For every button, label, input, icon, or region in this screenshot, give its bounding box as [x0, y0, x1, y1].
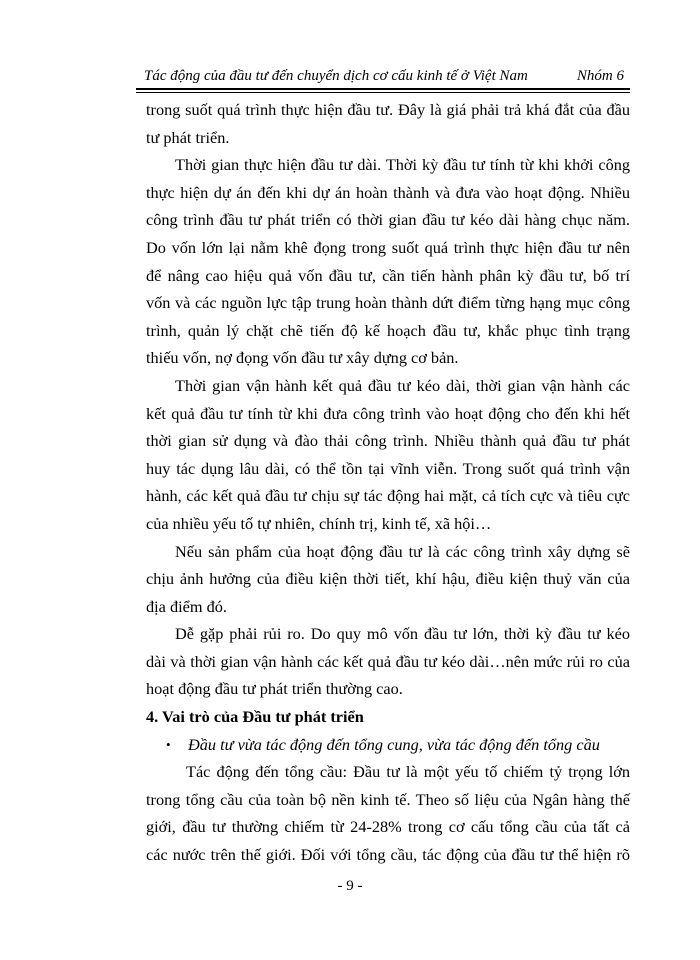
text-line: địa điểm đó. [146, 596, 227, 616]
text-line: giới, đầu tư thường chiếm từ 24-28% trong cơ cấu tổng cầu của tất cả [146, 817, 630, 837]
paragraph [146, 96, 630, 151]
text-line: trong suốt quá trình thực hiện đầu tư. Đây là giá phải trả khá đắt của đầu [146, 100, 630, 119]
text-line: để nâng cao hiệu quả vốn đầu tư, cần tiến hành phân kỳ đầu tư, bố trí [146, 265, 630, 285]
text-line: chịu ảnh hưởng của điều kiện thời tiết, khí hậu, điều kiện thuỷ văn của [146, 569, 630, 589]
text-line: Thời gian thực hiện đầu tư dài. Thời kỳ đầu tư tính từ khi khởi công [175, 155, 630, 175]
text-line: các nước trên thế giới. Đối với tổng cầu, tác động của đầu tư thể hiện rõ [146, 845, 630, 865]
text-line: hoạt động đầu tư phát triển thường cao. [146, 679, 403, 699]
text-line: Do vốn lớn lại nằm khê đọng trong suốt quá trình thực hiện đầu tư nên [146, 237, 630, 257]
paragraph [146, 758, 630, 868]
text-line: Thời gian vận hành kết quả đầu tư kéo dài, thời gian vận hành các [175, 375, 630, 395]
text-line: Nếu sản phẩm của hoạt động đầu tư là các công trình xây dựng sẽ [175, 541, 630, 561]
section-heading: 4. Vai trò của Đầu tư phát triển [146, 707, 364, 727]
text-line: dài và thời gian vận hành các kết quả đầu tư kéo dài…nên mức rủi ro của [146, 651, 630, 671]
header-group-label: Nhóm 6 [576, 68, 624, 84]
header-title: Tác động của đầu tư đến chuyển dịch cơ cấu kinh tế ở Việt Nam [144, 68, 528, 84]
text-line: Tác động đến tổng cầu: Đầu tư là một yếu tố chiếm tỷ trọng lớn [186, 762, 630, 782]
paragraph [146, 620, 630, 703]
page-number: - 9 - [337, 878, 363, 894]
paragraph [146, 151, 630, 372]
text-line: trong tổng cầu của toàn bộ nền kinh tế. Theo số liệu của Ngân hàng thế [146, 789, 630, 809]
bullet-icon: • [166, 736, 171, 752]
header-rule-thin [136, 92, 630, 93]
header-rule-thick [136, 88, 630, 90]
text-line: của nhiều yếu tố tự nhiên, chính trị, kinh tế, xã hội… [146, 513, 492, 533]
text-line: thực hiện dự án đến khi dự án hoàn thành và đưa vào hoạt động. Nhiều [146, 182, 630, 202]
page-body [146, 96, 630, 869]
text-line: thời gian sử dụng và đào thải công trình. Nhiều thành quả đầu tư phát [146, 431, 630, 451]
text-line: trình, quản lý chặt chẽ tiến độ kế hoạch đầu tư, khắc phục tình trạng [146, 320, 630, 340]
text-line: huy tác dụng lâu dài, có thể tồn tại vĩnh viễn. Trong suốt quá trình vận [146, 458, 630, 478]
text-line: tư phát triển. [146, 127, 230, 147]
paragraph [146, 538, 630, 621]
bullet-item [146, 731, 630, 759]
paragraph [146, 372, 630, 538]
text-line: vốn và các nguồn lực tập trung hoàn thành dứt điểm từng hạng mục công [146, 293, 630, 313]
text-line: kết quả đầu tư tính từ khi đưa công trình vào hoạt động cho đến khi hết [146, 403, 630, 423]
bullet-text: Đầu tư vừa tác động đến tổng cung, vừa tác động đến tổng cầu [188, 734, 600, 754]
text-line: hành, các kết quả đầu tư chịu sự tác động hai mặt, cả tích cực và tiêu cực [146, 486, 630, 506]
text-line: thiếu vốn, nợ đọng vốn đầu tư xây dựng cơ bản. [146, 348, 459, 368]
text-line: Dễ gặp phải rủi ro. Do quy mô vốn đầu tư lớn, thời kỳ đầu tư kéo [175, 624, 630, 644]
text-line: công trình đầu tư phát triển có thời gian đầu tư kéo dài hàng chục năm. [146, 210, 630, 230]
